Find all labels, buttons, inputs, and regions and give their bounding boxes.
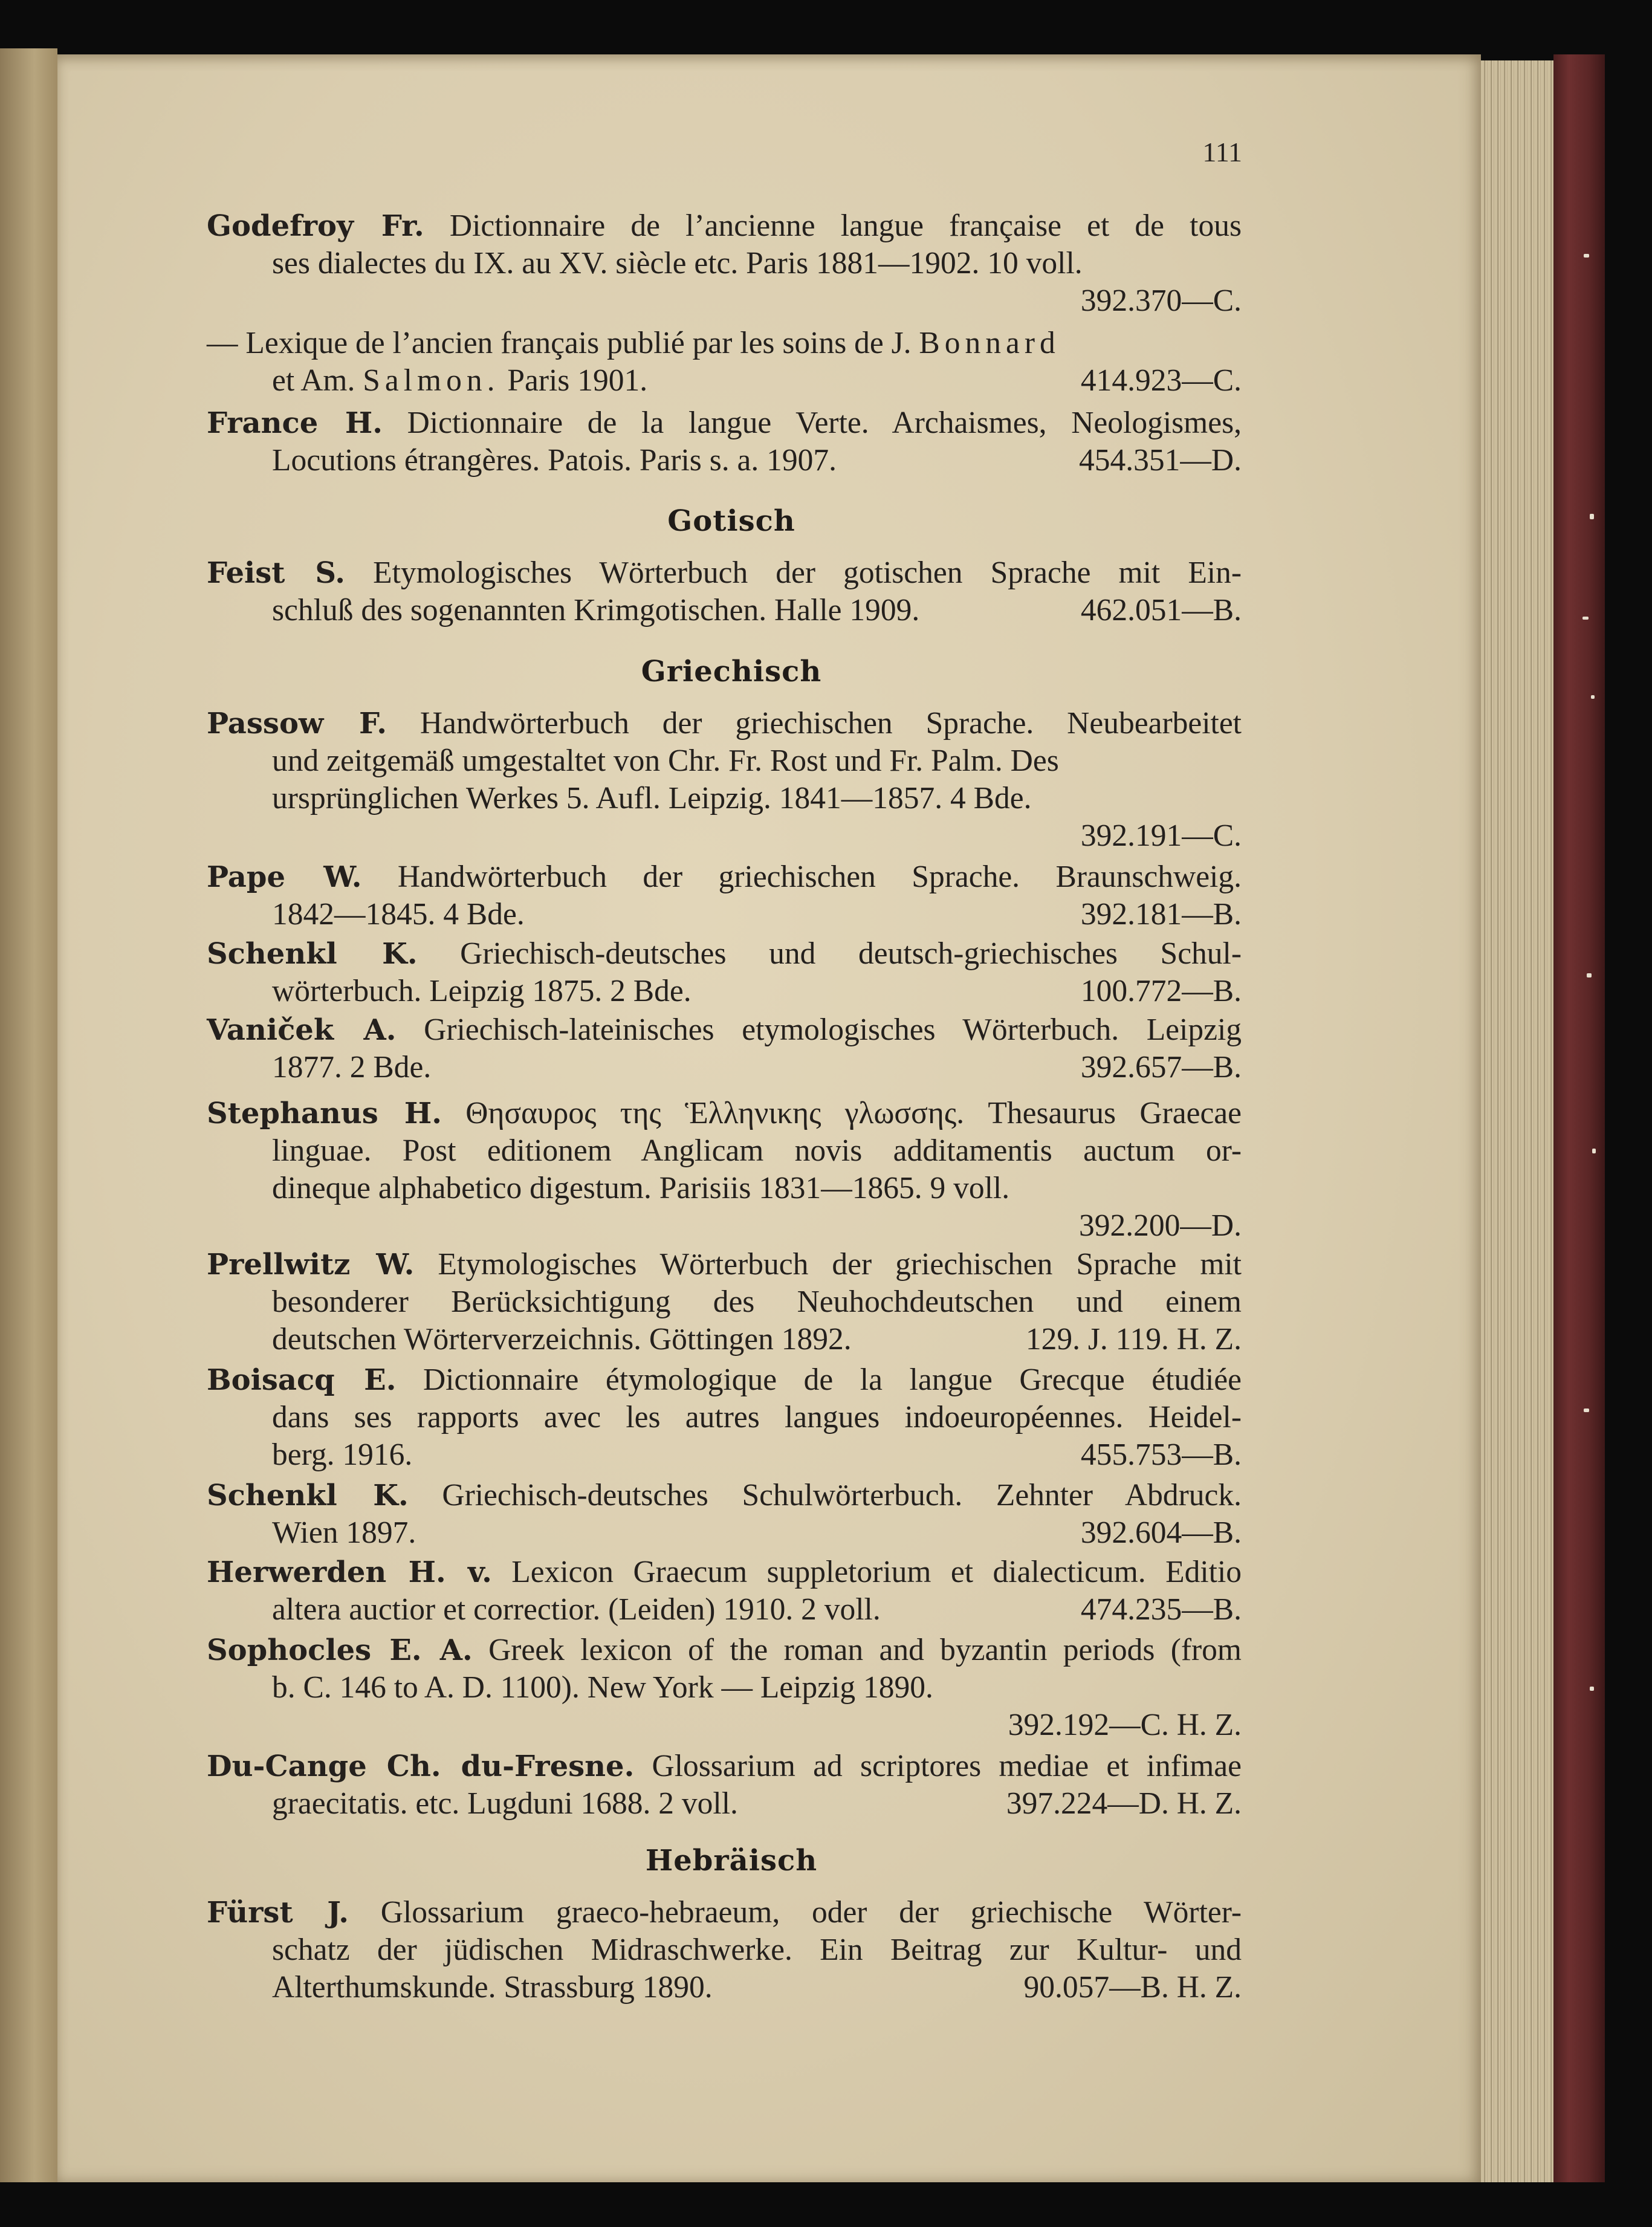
entry-author: Schenkl K.	[207, 1479, 409, 1512]
entry-stephanus: Stephanus H. Θησαυρος της Ἑλληνικης γλωσσης. Thesaurus Graecae linguae. Post editionem Anglicam novis additamentis auctum or- dineque alphabetico digestum. Parisiis 1831—1865. 9 voll. 392.200—D.	[207, 1095, 1242, 1245]
entry-pape: Pape W. Handwörterbuch der griechischen Sprache. Braunschweig. 1842—1845. 4 Bde. 392.181—B.	[207, 858, 1242, 933]
shelf-mark: 397.224—D. H. Z.	[1006, 1786, 1242, 1821]
entry-author: Herwerden H. v.	[207, 1555, 492, 1589]
shelf-mark: 100.772—B.	[1080, 974, 1242, 1008]
shelf-mark: 392.200—D.	[1079, 1208, 1242, 1243]
entry-author: Feist S.	[207, 556, 346, 590]
entry-godefroy: Godefroy Fr. Dictionnaire de l’ancienne langue française et de tous ses dialectes du IX. au XV. siècle etc. Paris 1881—1902. 10 voll. 392.370—C.	[207, 207, 1242, 320]
shelf-mark: 392.192—C. H. Z.	[1008, 1708, 1242, 1742]
entry-lexique: — Lexique de l’ancien français publié par les soins de J. Bonnard et Am. Salmon. Paris 1901. 414.923—C.	[207, 325, 1242, 400]
entry-sophocles: Sophocles E. A. Greek lexicon of the roman and byzantin periods (from b. C. 146 to A. D. 1100). New York — Leipzig 1890. 392.192—C. H. Z.	[207, 1632, 1242, 1744]
shelf-mark: 392.191—C.	[1080, 819, 1242, 853]
entry-author: Sophocles E. A.	[207, 1633, 473, 1667]
shelf-mark: 462.051—B.	[1080, 593, 1242, 627]
entry-du-cange: Du-Cange Ch. du-Fresne. Glossarium ad scriptores mediae et infimae graecitatis. etc. Lugduni 1688. 2 voll. 397.224—D. H. Z.	[207, 1748, 1242, 1823]
entry-vanicek: Vaniček A. Griechisch-lateinisches etymologisches Wörterbuch. Leipzig 1877. 2 Bde. 392.657—B.	[207, 1011, 1242, 1086]
shelf-mark: 392.181—B.	[1080, 897, 1242, 932]
shelf-mark: 474.235—B.	[1080, 1592, 1242, 1627]
entry-author: Passow F.	[207, 707, 387, 741]
shelf-mark: 454.351—D.	[1079, 443, 1242, 478]
entry-fuerst: Fürst J. Glossarium graeco-hebraeum, oder der griechische Wörter- schatz der jüdischen Midraschwerke. Ein Beitrag zur Kultur- und Alterthumskunde. Strassburg 1890. 90.057—B. H. Z.	[207, 1894, 1242, 2006]
entry-author: Boisacq E.	[207, 1363, 397, 1397]
scan-background-bottom	[0, 2182, 1652, 2227]
entry-prellwitz: Prellwitz W. Etymologisches Wörterbuch der griechischen Sprache mit besonderer Berücksichtigung des Neuhochdeutschen und einem deutschen Wörterverzeichnis. Göttingen 1892. 129. J. 119. H. Z.	[207, 1246, 1242, 1358]
shelf-mark: 455.753—B.	[1080, 1438, 1242, 1472]
entry-author: Du-Cange Ch. du-Fresne.	[207, 1749, 635, 1783]
section-heading-gotisch: Gotisch	[667, 504, 795, 538]
section-heading-hebraeisch: Hebräisch	[645, 1844, 818, 1878]
shelf-mark: 392.657—B.	[1080, 1050, 1242, 1084]
shelf-mark: 90.057—B. H. Z.	[1023, 1970, 1242, 2005]
shelf-mark: 392.370—C.	[1080, 284, 1242, 318]
entry-passow: Passow F. Handwörterbuch der griechischen Sprache. Neubearbeitet und zeitgemäß umgestaltet von Chr. Fr. Rost und Fr. Palm. Des ursprünglichen Werkes 5. Aufl. Leipzig. 1841—1857. 4 Bde. 392.191—C.	[207, 705, 1242, 855]
page-stack-edges	[1481, 60, 1553, 2182]
scan-background-top	[0, 0, 1652, 60]
entry-schenkl-2: Schenkl K. Griechisch-deutsches Schulwörterbuch. Zehnter Abdruck. Wien 1897. 392.604—B.	[207, 1477, 1242, 1552]
book-cover-edge	[1553, 54, 1605, 2182]
entry-author: France H.	[207, 406, 383, 440]
entry-author: Godefroy Fr.	[207, 209, 424, 243]
entry-author: Stephanus H.	[207, 1097, 442, 1130]
page-number: 111	[1202, 137, 1242, 167]
shelf-mark: 392.604—B.	[1080, 1515, 1242, 1550]
facing-page-edge	[0, 48, 57, 2182]
entry-france: France H. Dictionnaire de la langue Verte. Archaismes, Neologismes, Locutions étrangères. Patois. Paris s. a. 1907. 454.351—D.	[207, 404, 1242, 479]
entry-herwerden: Herwerden H. v. Lexicon Graecum suppletorium et dialecticum. Editio altera auctior et correctior. (Leiden) 1910. 2 voll. 474.235—B.	[207, 1554, 1242, 1629]
entry-feist: Feist S. Etymologisches Wörterbuch der gotischen Sprache mit Ein- schluß des sogenannten Krimgotischen. Halle 1909. 462.051—B.	[207, 554, 1242, 629]
entry-author: Fürst J.	[207, 1896, 349, 1930]
entry-author: Schenkl K.	[207, 937, 418, 971]
section-heading-griechisch: Griechisch	[641, 655, 822, 689]
entry-author: Pape W.	[207, 860, 362, 894]
entry-author: Vaniček A.	[207, 1013, 397, 1047]
shelf-mark: 414.923—C.	[1080, 363, 1242, 398]
shelf-mark: 129. J. 119. H. Z.	[1025, 1322, 1242, 1357]
entry-schenkl-1: Schenkl K. Griechisch-deutsches und deutsch-griechisches Schul- wörterbuch. Leipzig 1875. 2 Bde. 100.772—B.	[207, 935, 1242, 1010]
entry-boisacq: Boisacq E. Dictionnaire étymologique de la langue Grecque étudiée dans ses rapports avec les autres langues indoeuropéennes. Heidel- berg. 1916. 455.753—B.	[207, 1361, 1242, 1474]
entry-author: Prellwitz W.	[207, 1248, 415, 1282]
